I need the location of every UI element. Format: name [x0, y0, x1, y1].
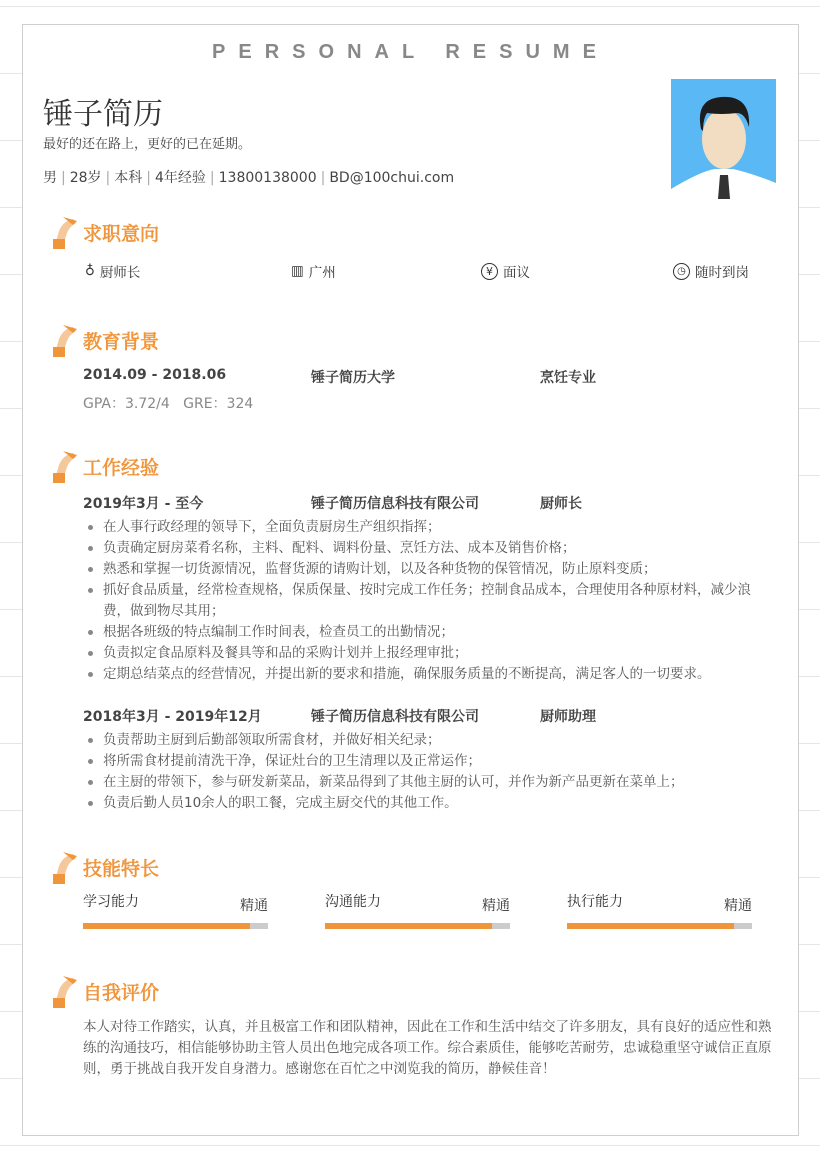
- edu-scores: GPA：3.72/4 GRE：324: [83, 396, 254, 412]
- intent-text: 厨师长: [99, 265, 141, 281]
- section-intent: [49, 215, 159, 249]
- yen-icon: ¥: [481, 263, 498, 280]
- edu-school: 锤子简历大学: [311, 370, 395, 386]
- motto: 最好的还在路上，更好的已在延期。: [43, 137, 252, 152]
- work-role: 厨师长: [540, 496, 582, 512]
- phone: 13800138000: [218, 170, 317, 186]
- section-title: 工作经验: [83, 456, 160, 479]
- section-title: 技能特长: [83, 857, 160, 880]
- email: BD@100chui.com: [329, 170, 455, 186]
- intent-text: 随时到岗: [695, 265, 749, 281]
- list-item: 在主厨的带领下，参与研发新菜品，新菜品得到了其他主厨的认可，并作为新产品更新在菜单上；: [85, 772, 775, 793]
- skill-name: 执行能力: [567, 894, 623, 910]
- work-duties: [85, 517, 775, 685]
- intent-text: 广州: [308, 265, 336, 281]
- candidate-name: 锤子简历: [43, 97, 163, 132]
- skill-bar-fill: [325, 923, 492, 929]
- list-item: 根据各班级的特点编制工作时间表，检查员工的出勤情况；: [85, 622, 775, 643]
- work-duties: [85, 730, 775, 814]
- work-period: 2018年3月 - 2019年12月: [83, 709, 262, 725]
- avatar: [671, 79, 776, 199]
- section-title: 教育背景: [83, 330, 160, 353]
- hand-icon: [49, 449, 79, 483]
- age: 28岁: [69, 170, 102, 186]
- skill-bar-fill: [83, 923, 250, 929]
- section-skills: [49, 850, 159, 884]
- intent-availability: [673, 261, 749, 281]
- skill-level: 精通: [482, 898, 510, 914]
- gender: 男: [43, 170, 57, 186]
- hand-icon: [49, 323, 79, 357]
- list-item: 负责帮助主厨到后勤部领取所需食材，并做好相关纪录；: [85, 730, 775, 751]
- skill-bar: [325, 923, 510, 929]
- skill-item: [325, 891, 510, 914]
- skill-bar: [567, 923, 752, 929]
- skill-level: 精通: [240, 898, 268, 914]
- skill-name: 沟通能力: [325, 894, 381, 910]
- section-title: 求职意向: [83, 222, 160, 245]
- skill-bar: [83, 923, 268, 929]
- work-company: 锤子简历信息科技有限公司: [311, 709, 479, 725]
- list-item: 将所需食材提前清洗干净，保证灶台的卫生清理以及正常运作；: [85, 751, 775, 772]
- degree: 本科: [114, 170, 143, 186]
- skill-name: 学习能力: [83, 894, 139, 910]
- experience: 4年经验: [154, 170, 206, 186]
- skill-bar-fill: [567, 923, 734, 929]
- skill-level: 精通: [724, 898, 752, 914]
- section-self: [49, 974, 159, 1008]
- hand-icon: [49, 974, 79, 1008]
- list-item: 熟悉和掌握一切货源情况，监督货源的请购计划，以及各种货物的保管情况，防止原料变质；: [85, 559, 775, 580]
- list-item: 负责确定厨房菜肴名称，主料、配料、调料份量、烹饪方法、成本及销售价格；: [85, 538, 775, 559]
- hand-icon: [49, 850, 79, 884]
- work-period: 2019年3月 - 至今: [83, 496, 204, 512]
- intent-city: [291, 261, 336, 281]
- list-item: 负责后勤人员10余人的职工餐，完成主厨交代的其他工作。: [85, 793, 775, 814]
- edu-major: 烹饪专业: [540, 370, 596, 386]
- list-item: 在人事行政经理的领导下，全面负责厨房生产组织指挥；: [85, 517, 775, 538]
- clock-icon: ◷: [673, 263, 690, 280]
- skill-item: [83, 891, 268, 914]
- self-evaluation: 本人对待工作踏实，认真，并且极富工作和团队精神，因此在工作和生活中结交了许多朋友，具有良好的适应性和熟练的沟通技巧，相信能够协助主管人员出色地完成各项工作。综合素质佳，能够吃苦耐劳，忠诚稳重坚守诚信正直原则，勇于挑战自我开发自身潜力。感谢您在百忙之中浏览我的简历，静候佳音！: [83, 1019, 772, 1077]
- building-icon: ▥: [291, 263, 304, 279]
- list-item: 抓好食品质量，经常检查规格，保质保量、按时完成工作任务；控制食品成本，合理使用各种原材料，减少浪费，做到物尽其用；: [85, 580, 775, 622]
- intent-text: 面议: [503, 265, 530, 281]
- section-work: [49, 449, 159, 483]
- tie-icon: ♁: [85, 263, 95, 279]
- intent-position: [85, 261, 140, 281]
- intent-salary: [481, 261, 530, 281]
- skill-item: [567, 891, 752, 914]
- work-role: 厨师助理: [540, 709, 596, 725]
- resume-title: PERSONAL RESUME: [212, 41, 609, 63]
- hand-icon: [49, 215, 79, 249]
- list-item: 负责拟定食品原料及餐具等和品的采购计划并上报经理审批；: [85, 643, 775, 664]
- section-education: [49, 323, 159, 357]
- work-company: 锤子简历信息科技有限公司: [311, 496, 479, 512]
- basic-info: 男 | 28岁 | 本科 | 4年经验 | 13800138000 | BD@100chui.com: [43, 170, 455, 186]
- edu-period: 2014.09 - 2018.06: [83, 367, 227, 383]
- resume-card: [22, 24, 799, 1136]
- list-item: 定期总结菜点的经营情况，并提出新的要求和措施，确保服务质量的不断提高，满足客人的一切要求。: [85, 664, 775, 685]
- section-title: 自我评价: [83, 981, 160, 1004]
